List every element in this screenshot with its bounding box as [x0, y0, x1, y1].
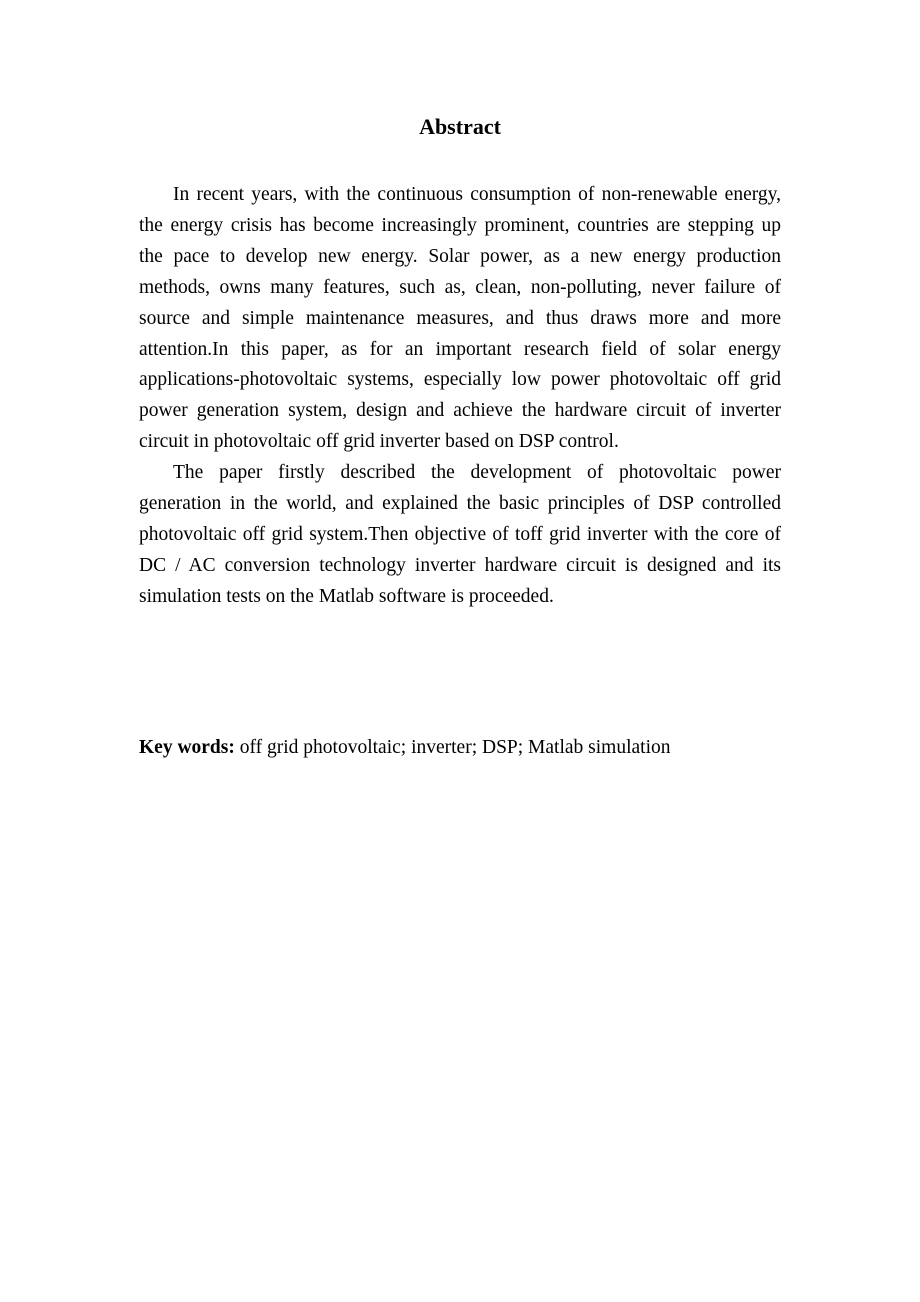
keywords-text: off grid photovoltaic; inverter; DSP; Matlab simulation	[239, 737, 671, 758]
page-title: Abstract	[419, 114, 501, 139]
keywords-line	[139, 733, 781, 763]
abstract-paragraph-1: In recent years, with the continuous consumption of non-renewable energy, the energy crisis has become increasingly prominent, countries are stepping up the pace to develop new energy. Solar power, as a new energy production methods, owns many features, such as, clean, non-polluting, never failure of source and simple maintenance measures, and thus draws more and more attention.In this paper, as for an important research field of solar energy applications-photovoltaic systems, especially low power photovoltaic off grid power generation system, design and achieve the hardware circuit of inverter circuit in photovoltaic off grid inverter based on DSP control.	[139, 184, 781, 453]
keywords-label: Key words:	[139, 737, 235, 758]
abstract-body	[139, 180, 781, 613]
abstract-paragraph-2: The paper firstly described the development of photovoltaic power generation in the world, and explained the basic principles of DSP controlled photovoltaic off grid system.Then objective of toff grid inverter with the core of DC / AC conversion technology inverter hardware circuit is designed and its simulation tests on the Matlab software is proceeded.	[139, 462, 781, 607]
